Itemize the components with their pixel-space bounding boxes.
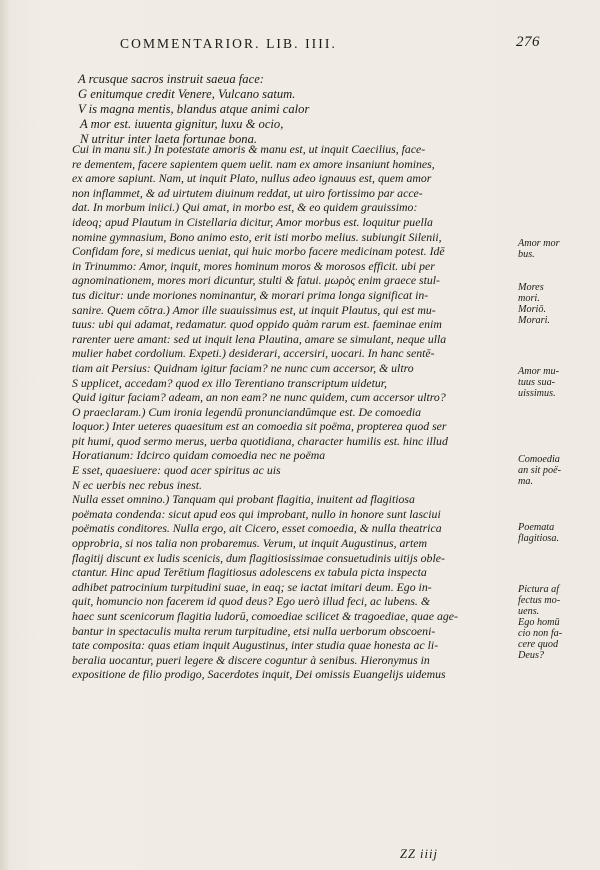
text-line: quit, homuncio non facerem id quod deus? Ego uerò illud feci, ac lubens. & <box>72 594 431 609</box>
text-line: tuus: ubi qui adamat, redamatur. quod oppido quàm rarum est. faeminae enim <box>72 317 442 332</box>
text-line: expositione de filio prodigo, Sacerdotes inquit, Dei omissis Euangelijs uidemus <box>72 667 446 682</box>
text-line: mulier habet cordolium. Expeti.) desiderari, accersiri, uocari. In hanc sentē- <box>72 346 435 361</box>
text-line: opprobria, si nos talia non probaremus. Verum, ut inquit Augustinus, artem <box>72 536 428 551</box>
text-line: bantur in spectaculis multa rerum turpitudine, etsi nulla uerborum obscoeni- <box>72 623 436 638</box>
text-line: tus dicitur: unde moriones nominantur, & morari prima longa significat in- <box>72 287 429 302</box>
page-header <box>120 36 540 58</box>
text-line: poëmatis conditores. Nulla ergo, ait Cicero, esset comoedia, & nulla theatrica <box>72 521 442 536</box>
text-line: non inflammet, & ad uirtutem diuinum reddat, ut uiro fortissimo par acce- <box>72 185 423 200</box>
verse-line: G enitumque credit Venere, Vulcano satum. <box>78 87 296 101</box>
marginal-note: Mores mori. Moriō. Morari. <box>518 282 550 326</box>
text-line: pit humi, quod sermo merus, uerba quotidiana, character humilis est. hinc illud <box>72 433 448 448</box>
text-line: loquor.) Inter ueteres quaesitum est an comoedia sit poëma, propterea quod ser <box>72 419 447 434</box>
text-line: sanire. Quem cōtra.) Amor ille suauissimus est, ut inquit Plautus, qui est mu- <box>72 302 436 317</box>
text-line: tate composita: quas etiam inquit Augustinus, inter studia quae honesta ac li- <box>72 638 439 653</box>
verse-line: A mor est. iuuenta gignitur, luxu & ocio, <box>80 117 284 131</box>
text-line: ideoq; apud Plautum in Cistellaria dicitur, Amor morbus est. loquitur puella <box>72 214 433 229</box>
marginal-note: Amor mu- tuus sua- uissimus. <box>518 366 560 399</box>
commentary-text <box>72 142 514 682</box>
text-line: E sset, quaesiuere: quod acer spiritus ac uis <box>72 463 281 478</box>
running-head: COMMENTARIOR. LIB. IIII. <box>120 36 337 51</box>
text-line: poëmata condenda: sicut apud eos qui improbant, nullo in honore sunt lasciui <box>72 506 441 521</box>
text-line: Horatianum: Idcirco quidam comoedia nec ne poëma <box>72 448 326 463</box>
text-line: agnominationem, mores mori dicuntur, stulti & fatui. μωρὸς enim graece stul- <box>72 273 440 288</box>
signature-mark: ZZ iiij <box>400 847 438 861</box>
page-number: 276 <box>516 34 540 50</box>
text-line: re dementem, facere sapientem quem uelit. nam ex amore insaniunt homines, <box>72 156 435 171</box>
text-line: Nulla esset omnino.) Tanquam qui probant flagitia, inuitent ad flagitiosa <box>72 492 415 507</box>
text-line: haec sunt scenicorum flagitia ludorū, comoediae scilicet & tragoediae, quae age- <box>72 609 458 623</box>
marginal-note: Comoedia an sit poë- ma. <box>518 454 562 487</box>
text-line: O praeclaram.) Cum ironia legendū pronunciandūmque est. De comoedia <box>72 404 422 419</box>
verse-block <box>78 72 498 147</box>
verse-line: V is magna mentis, blandus atque animi calor <box>78 102 310 116</box>
text-line: ctantur. Hinc apud Terētium flagitiosus adolescens ex tabula picta inspecta <box>72 565 427 580</box>
text-line: tiam ait Persius: Quidnam igitur faciam? ne nunc cum accersor, & ultro <box>72 360 414 375</box>
text-line: in Trinummo: Amor, inquit, mores hominum moros & morosos efficit. ubi per <box>72 258 435 273</box>
text-line: rarenter uere amant: sed ut inquit lena Plautina, amare se simulant, neque ulla <box>72 331 447 346</box>
verse-line: N utritur inter laeta fortunae bona. <box>80 132 258 146</box>
text-line: beralia uocantur, pueri legere & discere coguntur à senibus. Hieronymus in <box>72 652 430 667</box>
text-line: Quid igitur faciam? adeam, an non eam? ne nunc quidem, cum accersor ultro? <box>72 390 446 405</box>
text-line: nomine gymnasium, Bono animo esto, erit isti morbo melius. subiungit Silenii, <box>72 229 442 244</box>
text-line: dat. In morbum iniici.) Qui amat, in morbo est, & eo quidem grauissimo: <box>72 200 418 215</box>
text-line: Cui in manu sit.) In potestate amoris & manu est, ut inquit Caecilius, face- <box>72 142 426 156</box>
marginal-note: Amor mor bus. <box>518 238 560 260</box>
marginal-note: Pictura af fectus mo- uens. Ego homū cio non fa- cere quod Deus? <box>518 584 563 661</box>
verse-line: A rcusque sacros instruit saeua face: <box>78 72 264 86</box>
text-line: adhibet patrocinium turpitudini suae, in eaq; se iactat imitari deum. Ego in- <box>72 579 432 594</box>
marginal-note: Poemata flagitiosa. <box>518 522 560 544</box>
text-line: N ec uerbis nec rebus inest. <box>72 477 202 492</box>
text-line: ex amore sapiunt. Nam, ut inquit Plato, nullus adeo ignauus est, quem amor <box>72 171 432 186</box>
text-line: flagitij discunt ex ludis scenicis, dum flagitiosissimae consuetudinis uitijs oble- <box>72 550 445 565</box>
text-line: S upplicet, accedam? quod ex illo Terentiano transcriptum uidetur, <box>72 375 387 390</box>
text-line: Confidam fore, si medicus ueniat, qui huic morbo facere medicinam potest. Idē <box>72 244 445 259</box>
